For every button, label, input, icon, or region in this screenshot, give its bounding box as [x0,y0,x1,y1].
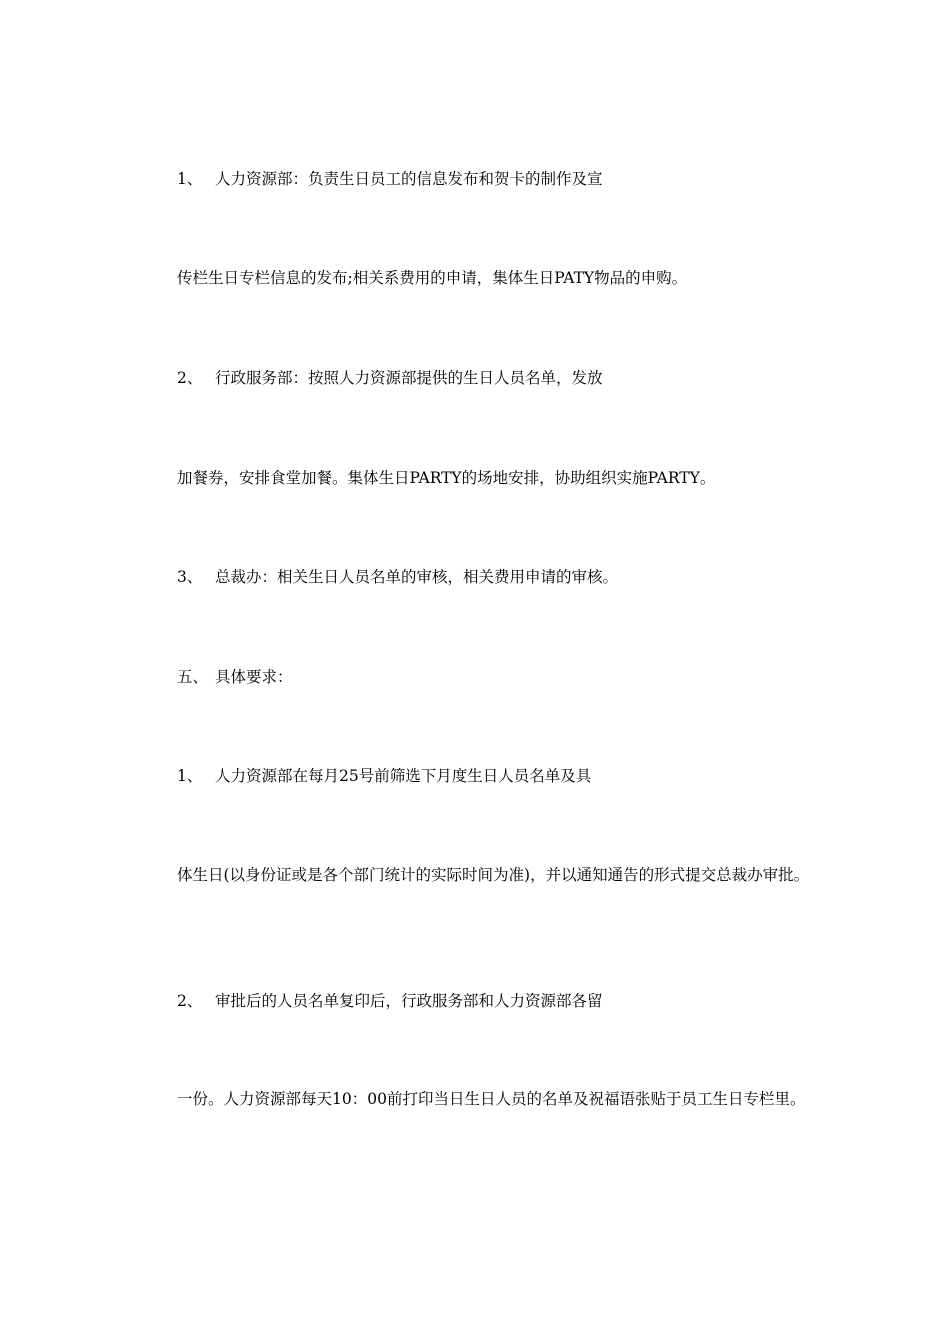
list-number: 1、 [177,170,203,188]
section-number: 五、 [177,668,209,686]
section-heading [144,663,812,692]
paragraph-4 [144,464,812,493]
paragraph-text: 人力资源部在每月25号前筛选下月度生日人员名单及具 [215,767,592,785]
paragraph-3 [144,364,812,393]
list-number: 3、 [177,568,203,586]
paragraph-text: 一份。人力资源部每天10：00前打印当日生日人员的名单及祝福语张贴于员工生日专栏里。 [177,1090,806,1108]
paragraph-text: 审批后的人员名单复印后，行政服务部和人力资源部各留 [215,992,603,1010]
paragraph-text: 人力资源部：负责生日员工的信息发布和贺卡的制作及宣 [215,170,603,188]
paragraph-8 [144,987,812,1016]
list-number: 2、 [177,992,203,1010]
paragraph-text: 加餐券，安排食堂加餐。集体生日PARTY的场地安排，协助组织实施PARTY。 [177,469,716,487]
paragraph-7 [144,861,812,890]
paragraph-2 [144,264,812,293]
paragraph-1 [144,165,812,194]
paragraph-text: 总裁办：相关生日人员名单的审核，相关费用申请的审核。 [215,568,619,586]
paragraph-5 [144,563,812,592]
list-number: 1、 [177,767,203,785]
paragraph-6 [144,762,812,791]
section-heading-text: 具体要求： [215,668,293,686]
paragraph-text: 体生日(以身份证或是各个部门统计的实际时间为准)，并以通知通告的形式提交总裁办审批。 [177,866,810,884]
list-number: 2、 [177,369,203,387]
paragraph-9 [144,1085,812,1114]
paragraph-text: 行政服务部：按照人力资源部提供的生日人员名单，发放 [215,369,603,387]
paragraph-text: 传栏生日专栏信息的发布;相关系费用的申请，集体生日PATY物品的申购。 [177,269,688,287]
